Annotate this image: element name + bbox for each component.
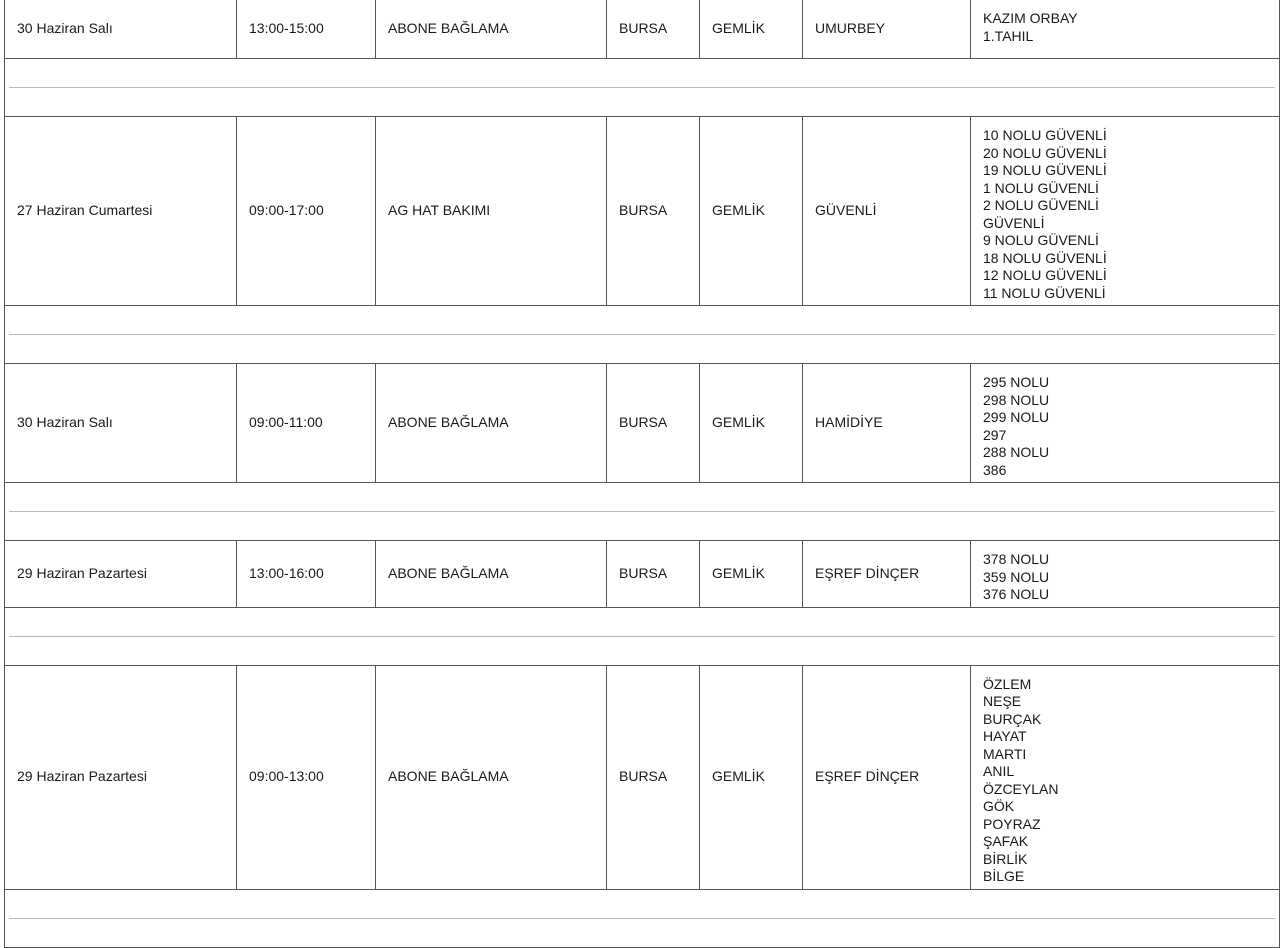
street-name: ÖZCEYLAN — [983, 780, 1059, 797]
street-name: 9 NOLU GÜVENLİ — [983, 232, 1099, 248]
district-cell: GEMLİK — [700, 364, 803, 483]
street-name: 19 NOLU GÜVENLİ — [983, 162, 1107, 178]
street-name: 2 NOLU GÜVENLİ — [983, 197, 1099, 213]
street-name: BİRLİK — [983, 850, 1028, 867]
district-cell: GEMLİK — [700, 0, 803, 59]
streets-cell — [971, 117, 1280, 306]
street-name: 288 NOLU — [983, 444, 1050, 460]
work-type-cell: ABONE BAĞLAMA — [376, 364, 607, 483]
outage-row — [5, 541, 1280, 608]
work-type-cell: ABONE BAĞLAMA — [376, 541, 607, 608]
separator-line — [9, 918, 1275, 919]
district-cell: GEMLİK — [700, 665, 803, 889]
city-cell: BURSA — [607, 541, 700, 608]
street-name: POYRAZ — [983, 815, 1041, 832]
separator-line — [9, 87, 1275, 88]
time-cell: 09:00-13:00 — [237, 665, 376, 889]
work-type-cell: ABONE BAĞLAMA — [376, 665, 607, 889]
street-name: 11 NOLU GÜVENLİ — [983, 284, 1106, 301]
street-name: 18 NOLU GÜVENLİ — [983, 249, 1107, 266]
street-name: GÖK — [983, 798, 1015, 814]
street-name: 1.TAHIL — [983, 27, 1034, 44]
outage-row — [5, 117, 1280, 306]
street-name: 10 NOLU GÜVENLİ — [983, 127, 1107, 143]
separator-row — [5, 306, 1280, 364]
separator-line — [9, 511, 1275, 512]
separator-cell — [5, 607, 1280, 665]
streets-cell — [971, 0, 1280, 59]
street-name: KAZIM ORBAY — [983, 10, 1078, 26]
time-cell: 09:00-11:00 — [237, 364, 376, 483]
neighborhood-cell: HAMİDİYE — [803, 364, 971, 483]
street-name: 20 NOLU GÜVENLİ — [983, 144, 1107, 161]
time-cell: 13:00-16:00 — [237, 541, 376, 608]
street-name: 359 NOLU — [983, 568, 1050, 585]
date-cell: 27 Haziran Cumartesi — [5, 117, 237, 306]
time-cell: 13:00-15:00 — [237, 0, 376, 59]
street-name: 378 NOLU — [983, 551, 1050, 567]
street-name: HAYAT — [983, 728, 1027, 744]
street-name: ÖZLEM — [983, 675, 1032, 692]
street-name: ŞAFAK — [983, 833, 1029, 849]
time-cell: 09:00-17:00 — [237, 117, 376, 306]
work-type-cell: ABONE BAĞLAMA — [376, 0, 607, 59]
district-cell: GEMLİK — [700, 541, 803, 608]
outage-table — [4, 0, 1280, 948]
city-cell: BURSA — [607, 117, 700, 306]
separator-row — [5, 889, 1280, 947]
date-cell: 29 Haziran Pazartesi — [5, 541, 237, 608]
outage-table-body — [5, 0, 1280, 947]
street-name: 12 NOLU GÜVENLİ — [983, 267, 1107, 283]
separator-line — [9, 334, 1275, 335]
street-name: NEŞE — [983, 693, 1022, 709]
outage-row — [5, 665, 1280, 889]
street-name: GÜVENLİ — [983, 214, 1045, 231]
street-name: ANIL — [983, 763, 1015, 779]
separator-cell — [5, 889, 1280, 947]
separator-line — [9, 636, 1275, 637]
separator-cell — [5, 483, 1280, 541]
neighborhood-cell: UMURBEY — [803, 0, 971, 59]
street-name: BURÇAK — [983, 710, 1042, 727]
street-name: 298 NOLU — [983, 391, 1050, 408]
streets-cell — [971, 665, 1280, 889]
city-cell: BURSA — [607, 0, 700, 59]
street-name: 386 — [983, 461, 1007, 478]
street-name: 376 NOLU — [983, 586, 1050, 602]
separator-cell — [5, 306, 1280, 364]
separator-row — [5, 607, 1280, 665]
outage-row — [5, 364, 1280, 483]
separator-row — [5, 59, 1280, 117]
street-name: 295 NOLU — [983, 374, 1050, 390]
date-cell: 30 Haziran Salı — [5, 0, 237, 59]
outage-row — [5, 0, 1280, 59]
work-type-cell: AG HAT BAKIMI — [376, 117, 607, 306]
separator-row — [5, 483, 1280, 541]
date-cell: 30 Haziran Salı — [5, 364, 237, 483]
streets-cell — [971, 364, 1280, 483]
neighborhood-cell: EŞREF DİNÇER — [803, 665, 971, 889]
street-name: 1 NOLU GÜVENLİ — [983, 179, 1099, 196]
city-cell: BURSA — [607, 364, 700, 483]
street-name: 299 NOLU — [983, 409, 1050, 425]
date-cell: 29 Haziran Pazartesi — [5, 665, 237, 889]
street-name: MARTI — [983, 745, 1027, 762]
street-name: 297 — [983, 426, 1007, 443]
neighborhood-cell: EŞREF DİNÇER — [803, 541, 971, 608]
city-cell: BURSA — [607, 665, 700, 889]
separator-cell — [5, 59, 1280, 117]
streets-cell — [971, 541, 1280, 608]
district-cell: GEMLİK — [700, 117, 803, 306]
street-name: BİLGE — [983, 868, 1025, 884]
neighborhood-cell: GÜVENLİ — [803, 117, 971, 306]
